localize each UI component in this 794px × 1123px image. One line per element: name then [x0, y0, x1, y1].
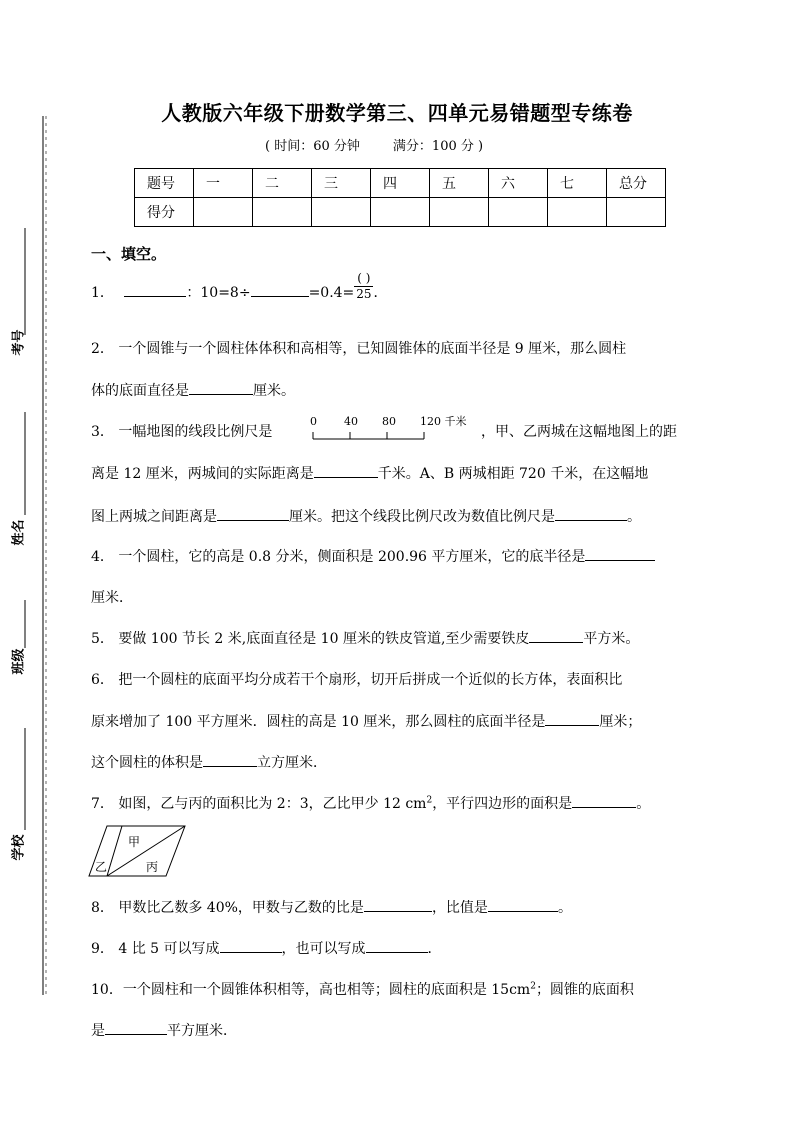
q2-text-a: 体的底面直径是: [91, 383, 189, 399]
score-cell: 得分: [135, 198, 194, 227]
side-label-xingming: 姓名: [11, 519, 27, 546]
parallelogram-figure: [88, 822, 188, 880]
question-3-line-1b: ，甲、乙两城在这幅地图上的距: [481, 424, 677, 440]
q1-blank-1[interactable]: [124, 282, 186, 297]
q8-blank-1[interactable]: [364, 897, 432, 912]
q6-blank-1[interactable]: [545, 711, 599, 726]
page-title: 人教版六年级下册数学第三、四单元易错题型专练卷: [161, 101, 633, 125]
q2-text-b: 厘米。: [253, 383, 295, 399]
score-input-cell[interactable]: [548, 198, 607, 227]
q1-number: 1．: [91, 285, 114, 301]
q8-blank-2[interactable]: [488, 897, 558, 912]
q7-blank[interactable]: [572, 793, 636, 808]
q10-text-a: 10．一个圆柱和一个圆锥体积相等，高也相等；圆柱的底面积是 15cm: [91, 982, 531, 998]
q5-blank[interactable]: [529, 628, 583, 643]
q5-text-a: 5． 要做 100 节长 2 米,底面直径是 10 厘米的铁皮管道,至少需要铁皮: [91, 631, 530, 647]
question-5: [91, 628, 639, 648]
side-label-kaohao: 考号: [11, 329, 27, 356]
score-cell: 题号: [135, 169, 194, 198]
q6-text-2b: 厘米；: [599, 714, 642, 730]
scale-bar: [308, 412, 483, 444]
q1-text-b: ：10=8÷: [186, 285, 251, 301]
q10-superscript: 2: [530, 981, 536, 992]
q3-text-2a: 离是 12 厘米，两城间的实际距离是: [91, 466, 314, 482]
q3-text-3a: 图上两城之间距离是: [91, 509, 217, 525]
q7-superscript: 2: [426, 795, 433, 806]
q6-blank-2[interactable]: [203, 752, 257, 767]
score-table-header-row: [135, 169, 666, 198]
q3-blank-1[interactable]: [314, 463, 378, 478]
q2-blank[interactable]: [189, 380, 253, 395]
question-3-line-3: [91, 506, 641, 526]
question-2-line-1: 2． 一个圆锥与一个圆柱体体积和高相等，已知圆锥体的底面半径是 9 厘米，那么圆柱: [91, 341, 627, 357]
q1-fraction-denominator: 25: [356, 286, 372, 301]
score-input-cell[interactable]: [194, 198, 253, 227]
score-cell: 七: [548, 169, 607, 198]
label-bing: 丙: [146, 860, 159, 874]
score-cell: 二: [253, 169, 312, 198]
question-9: [91, 938, 442, 958]
score-table: [134, 168, 666, 227]
q7-text-c: 。: [636, 796, 651, 812]
binding-margin: [0, 0, 60, 1123]
question-6-line-2: [91, 711, 641, 731]
side-label-banji: 班级: [11, 648, 27, 675]
q9-text-b: ，也可以写成: [281, 941, 366, 957]
score-cell: 总分: [607, 169, 666, 198]
question-6-line-1: 6． 把一个圆柱的底面平均分成若干个扇形，切开后拼成一个近似的长方体，表面积比: [91, 672, 623, 688]
score-cell: 一: [194, 169, 253, 198]
question-4-line-2: 厘米．: [91, 590, 133, 606]
score-table-score-row: [135, 198, 666, 227]
q4-text: 4． 一个圆柱，它的高是 0.8 分米，侧面积是 200.96 平方厘米，它的底半径是: [91, 549, 586, 565]
question-10-line-2: [91, 1020, 237, 1040]
label-yi: 乙: [95, 860, 108, 874]
score-cell: 三: [312, 169, 371, 198]
q3-text-2b: 千米。A、B 两城相距 720 千米，在这幅地: [377, 466, 649, 482]
q8-text-a: 8． 甲数比乙数多 40%，甲数与乙数的比是: [91, 900, 364, 916]
score-cell: 六: [489, 169, 548, 198]
scale-tick-label-80: 80: [382, 415, 396, 428]
q3-text-3c: 。: [627, 509, 641, 525]
scale-tick-label-0: 0: [310, 415, 317, 428]
q10-text-b: ；圆锥的底面积: [535, 982, 634, 998]
side-label-xuexiao: 学校: [11, 834, 27, 861]
section-heading: 一、填空。: [91, 245, 167, 263]
page-subtitle: ( 时间：60 分钟 满分：100 分 ): [265, 139, 484, 154]
question-7: [91, 793, 650, 813]
q10-blank[interactable]: [105, 1020, 167, 1035]
q8-text-b: ，比值是: [431, 900, 488, 916]
question-3-line-1a: 3． 一幅地图的线段比例尺是: [91, 424, 273, 440]
question-2-line-2: [91, 380, 295, 400]
diagonal-line: [107, 826, 122, 876]
q3-blank-3[interactable]: [555, 506, 627, 521]
q9-blank-1[interactable]: [220, 938, 282, 953]
scale-tick-label-120: 120 千米: [420, 415, 467, 428]
score-input-cell[interactable]: [312, 198, 371, 227]
score-cell: 四: [371, 169, 430, 198]
question-8: [91, 897, 572, 917]
q7-text-a: 7． 如图，乙与丙的面积比为 2：3，乙比甲少 12 cm: [91, 796, 427, 812]
question-10-line-1: [91, 979, 634, 999]
q3-blank-2[interactable]: [217, 506, 289, 521]
q9-text-c: ．: [427, 941, 442, 957]
score-input-cell[interactable]: [607, 198, 666, 227]
scale-tick-label-40: 40: [344, 415, 358, 428]
q6-text-3a: 这个圆柱的体积是: [91, 755, 203, 771]
q6-text-3b: 立方厘米．: [257, 755, 327, 771]
q1-text-c: =0.4=: [308, 285, 355, 301]
score-input-cell[interactable]: [371, 198, 430, 227]
q1-fraction-numerator[interactable]: ( ): [354, 271, 373, 287]
q6-text-2a: 原来增加了 100 平方厘米．圆柱的高是 10 厘米，那么圆柱的底面半径是: [91, 714, 546, 730]
q1-fraction: [354, 271, 373, 302]
label-jia: 甲: [128, 835, 141, 849]
q10-text-2b: 平方厘米．: [167, 1023, 237, 1039]
question-3-line-2: [91, 463, 648, 483]
q9-text-a: 9． 4 比 5 可以写成: [91, 941, 220, 957]
q1-text-d: ．: [373, 285, 388, 301]
q7-text-b: ，平行四边形的面积是: [432, 796, 573, 812]
q10-text-2a: 是: [91, 1023, 105, 1039]
q3-text-3b: 厘米。把这个线段比例尺改为数值比例尺是: [289, 509, 555, 525]
question-6-line-3: [91, 752, 327, 772]
score-cell: 五: [430, 169, 489, 198]
question-1: [91, 270, 388, 302]
score-input-cell[interactable]: [489, 198, 548, 227]
q8-text-c: 。: [557, 900, 572, 916]
q1-blank-2[interactable]: [251, 282, 309, 297]
score-input-cell[interactable]: [253, 198, 312, 227]
score-input-cell[interactable]: [430, 198, 489, 227]
q9-blank-2[interactable]: [366, 938, 428, 953]
question-4-line-1: [91, 546, 655, 566]
q4-blank[interactable]: [585, 546, 655, 561]
q5-text-b: 平方米。: [583, 631, 640, 647]
